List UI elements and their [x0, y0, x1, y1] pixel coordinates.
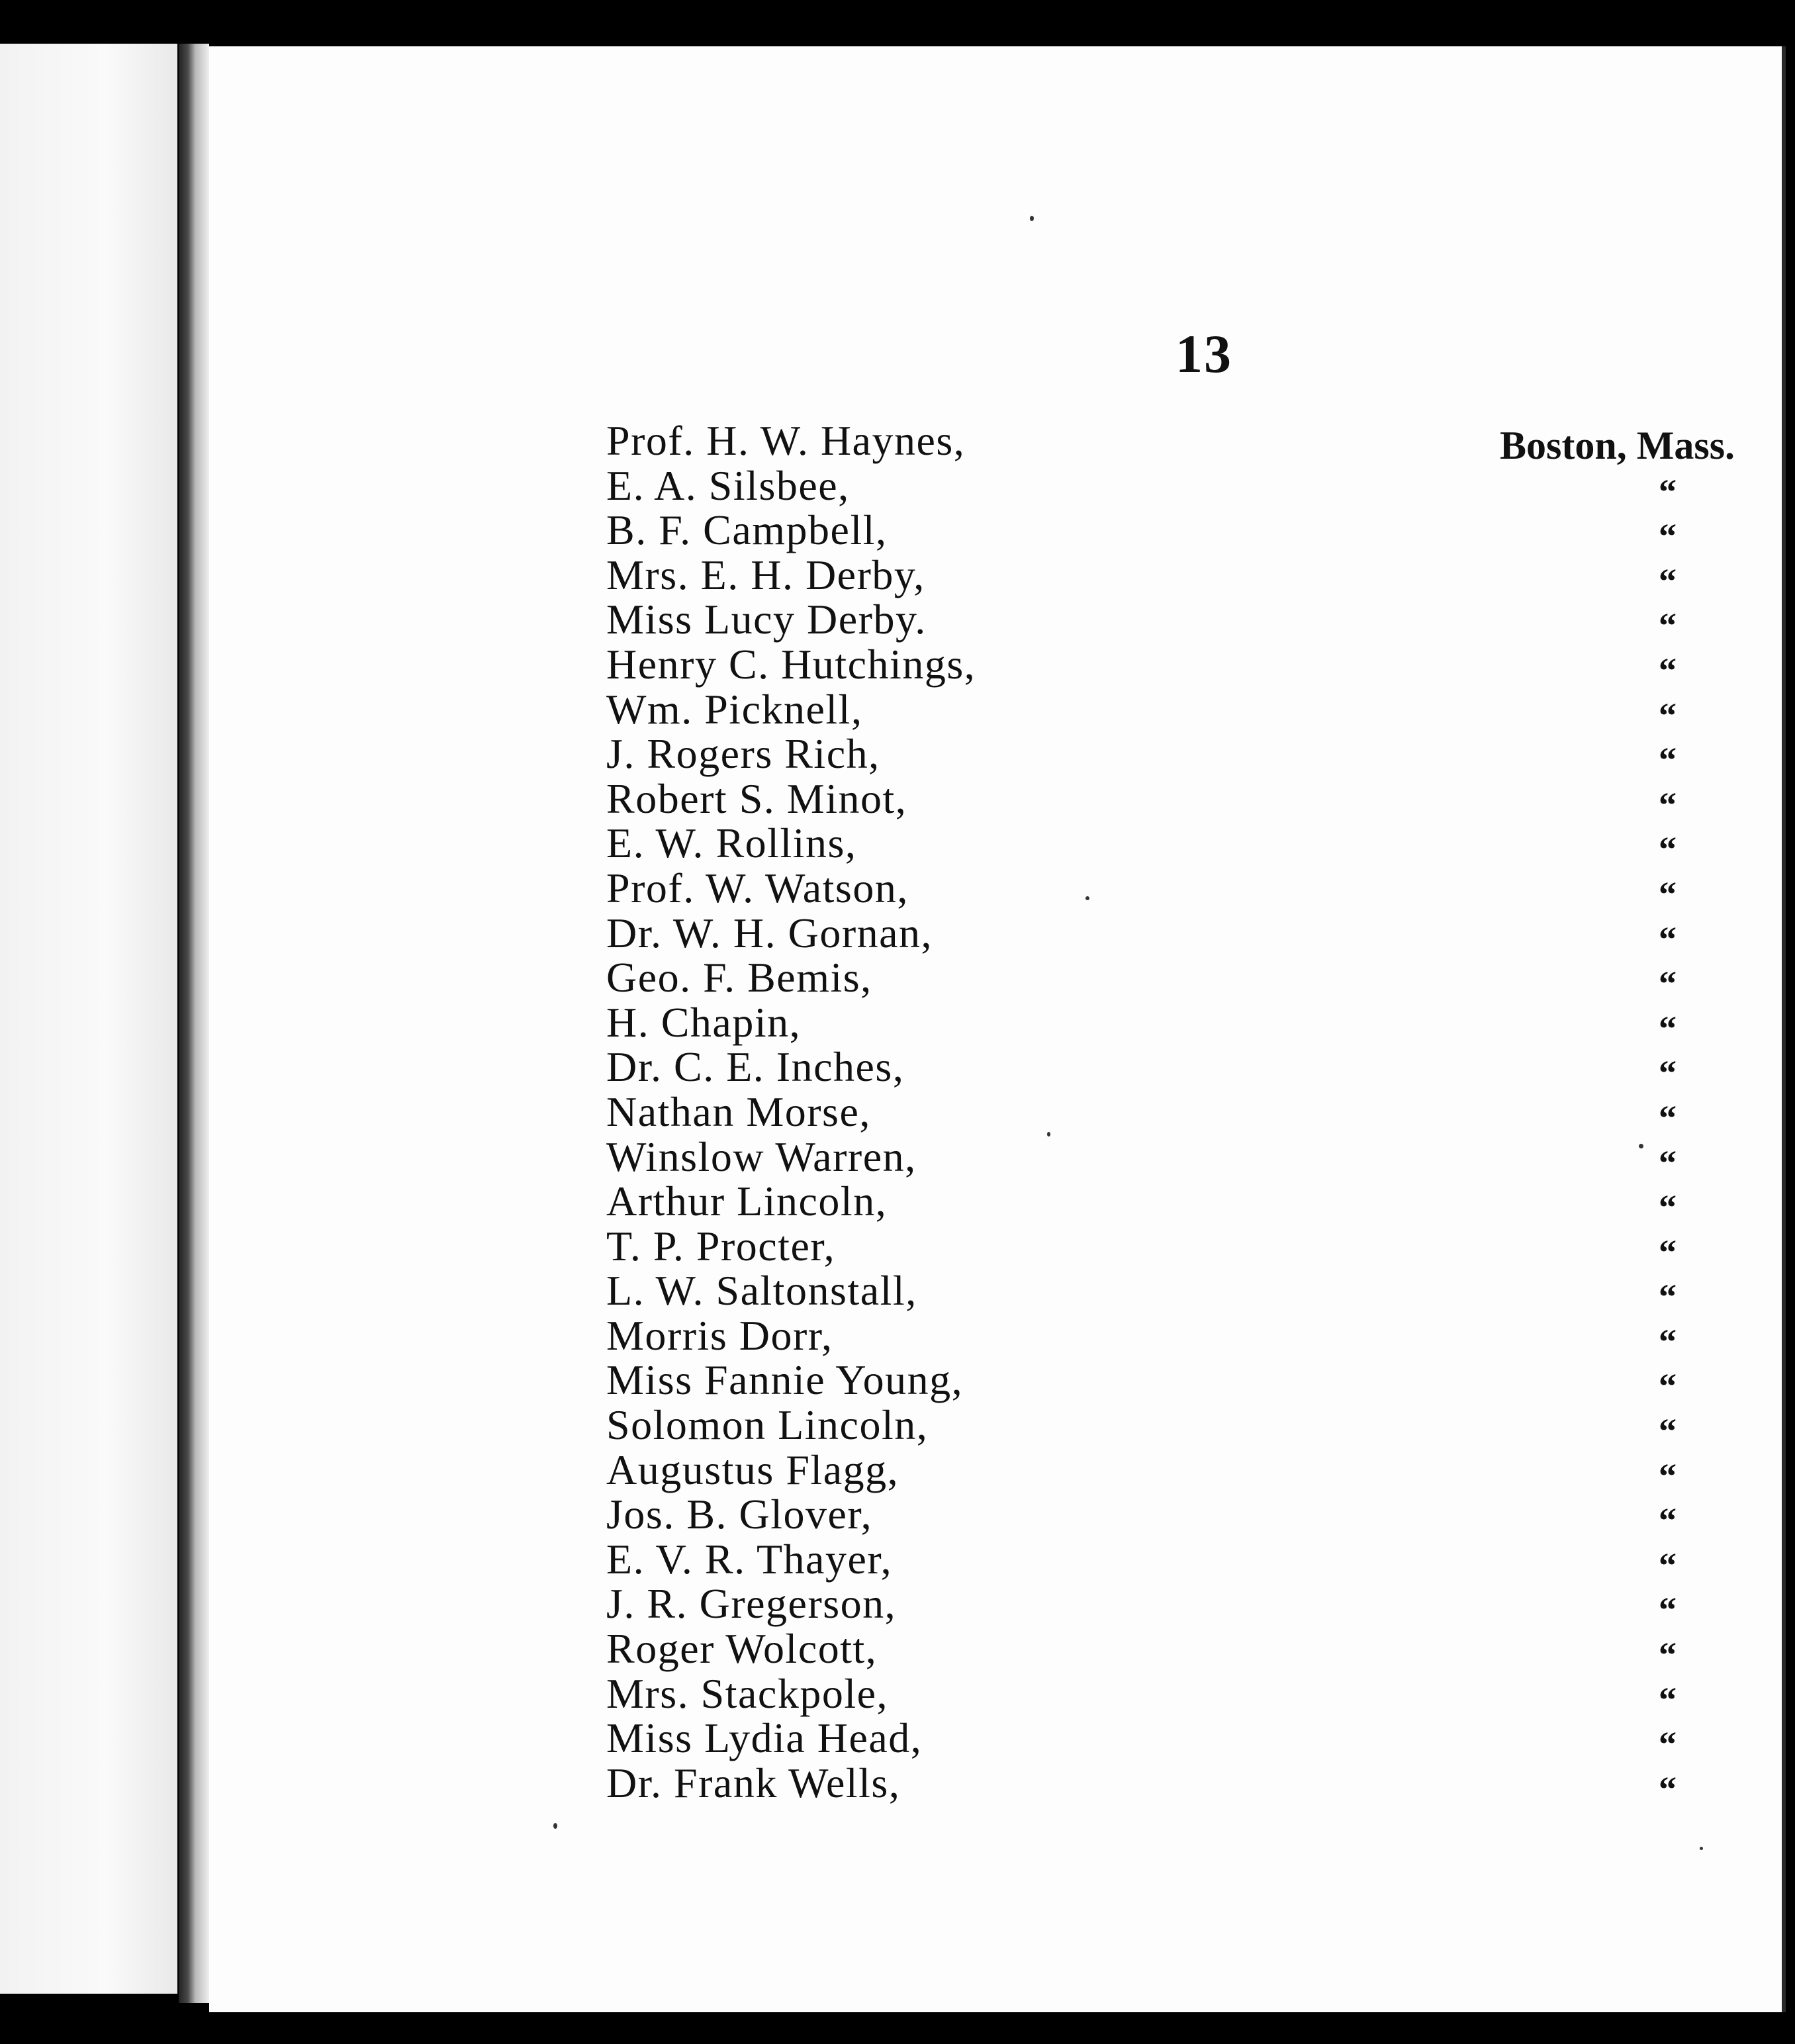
subscriber-name: Arthur Lincoln,: [606, 1178, 888, 1225]
list-row: [606, 1356, 1795, 1407]
subscriber-name: Jos. B. Glover,: [606, 1491, 873, 1538]
list-row: [606, 506, 1795, 557]
subscriber-name: Robert S. Minot,: [606, 774, 907, 822]
list-row: [606, 1222, 1795, 1272]
subscriber-name: Dr. C. E. Inches,: [606, 1043, 905, 1091]
list-row: [606, 417, 1795, 467]
subscriber-list: [606, 417, 1795, 1809]
ditto-mark: “: [1659, 874, 1677, 914]
list-row: [606, 1178, 1795, 1228]
list-row: [606, 551, 1795, 601]
subscriber-location: Boston, Mass.: [1500, 424, 1735, 467]
list-row: [606, 1535, 1795, 1585]
list-row: [606, 998, 1795, 1048]
list-row: [606, 1311, 1795, 1362]
book-gutter: [179, 44, 209, 2003]
subscriber-name: J. Rogers Rich,: [606, 730, 880, 778]
ditto-mark: “: [1659, 606, 1677, 646]
list-row: [606, 640, 1795, 690]
subscriber-name: L. W. Saltonstall,: [606, 1267, 917, 1315]
subscriber-name: T. P. Procter,: [606, 1222, 836, 1270]
subscriber-name: Geo. F. Bemis,: [606, 954, 872, 1001]
ditto-mark: “: [1659, 1232, 1677, 1272]
list-row: [606, 954, 1795, 1004]
ditto-mark: “: [1659, 1097, 1677, 1138]
subscriber-name: Dr. Frank Wells,: [606, 1759, 901, 1806]
subscriber-name: Solomon Lincoln,: [606, 1401, 929, 1449]
facing-page-edge: [0, 44, 177, 1994]
ditto-mark: “: [1659, 964, 1677, 1004]
subscriber-name: B. F. Campbell,: [606, 506, 888, 554]
subscriber-name: E. W. Rollins,: [606, 819, 857, 867]
ditto-mark: “: [1659, 1008, 1677, 1048]
ditto-mark: “: [1659, 1187, 1677, 1228]
paper-speck: [1700, 1847, 1703, 1850]
ditto-mark: “: [1659, 1321, 1677, 1362]
subscriber-name: Roger Wolcott,: [606, 1625, 878, 1673]
list-row: [606, 685, 1795, 735]
ditto-mark: “: [1659, 1277, 1677, 1317]
list-row: [606, 1446, 1795, 1496]
subscriber-name: Wm. Picknell,: [606, 685, 863, 733]
list-row: [606, 1088, 1795, 1138]
subscriber-name: Henry C. Hutchings,: [606, 640, 976, 688]
ditto-mark: “: [1659, 1142, 1677, 1183]
ditto-mark: “: [1659, 561, 1677, 601]
subscriber-name: Miss Fannie Young,: [606, 1356, 964, 1404]
ditto-mark: “: [1659, 1769, 1677, 1809]
list-row: [606, 730, 1795, 780]
ditto-mark: “: [1659, 1635, 1677, 1675]
list-row: [606, 1669, 1795, 1720]
subscriber-name: Prof. W. Watson,: [606, 864, 909, 911]
list-row: [606, 1267, 1795, 1317]
list-row: [606, 596, 1795, 646]
ditto-mark: “: [1659, 1456, 1677, 1496]
ditto-mark: “: [1659, 919, 1677, 959]
list-row: [606, 1714, 1795, 1765]
subscriber-name: Mrs. Stackpole,: [606, 1669, 888, 1717]
subscriber-name: Miss Lydia Head,: [606, 1714, 923, 1762]
paper-speck: [553, 1823, 557, 1829]
paper-speck: [1047, 1132, 1050, 1137]
ditto-mark: “: [1659, 695, 1677, 735]
list-row: [606, 819, 1795, 870]
subscriber-name: Mrs. E. H. Derby,: [606, 551, 925, 598]
ditto-mark: “: [1659, 650, 1677, 690]
paper-speck: [1639, 1144, 1643, 1148]
list-row: [606, 774, 1795, 825]
ditto-mark: “: [1659, 1545, 1677, 1585]
ditto-mark: “: [1659, 829, 1677, 870]
paper-speck: [1085, 896, 1089, 900]
list-row: [606, 1133, 1795, 1183]
subscriber-name: Nathan Morse,: [606, 1088, 871, 1135]
list-row: [606, 909, 1795, 959]
list-row: [606, 1491, 1795, 1541]
subscriber-name: E. A. Silsbee,: [606, 461, 850, 509]
ditto-mark: “: [1659, 1053, 1677, 1093]
list-row: [606, 1401, 1795, 1452]
ditto-mark: “: [1659, 1724, 1677, 1765]
subscriber-name: Dr. W. H. Gornan,: [606, 909, 933, 956]
list-row: [606, 1625, 1795, 1675]
subscriber-name: H. Chapin,: [606, 998, 802, 1046]
ditto-mark: “: [1659, 784, 1677, 825]
list-row: [606, 1580, 1795, 1630]
ditto-mark: “: [1659, 1679, 1677, 1720]
ditto-mark: “: [1659, 1501, 1677, 1541]
list-row: [606, 461, 1795, 512]
ditto-mark: “: [1659, 471, 1677, 512]
ditto-mark: “: [1659, 1411, 1677, 1452]
subscriber-name: Winslow Warren,: [606, 1133, 917, 1180]
subscriber-name: Prof. H. W. Haynes,: [606, 417, 966, 464]
subscriber-name: J. R. Gregerson,: [606, 1580, 897, 1628]
ditto-mark: “: [1659, 1366, 1677, 1407]
list-row: [606, 864, 1795, 914]
list-row: [606, 1759, 1795, 1809]
list-row: [606, 1043, 1795, 1093]
subscriber-name: E. V. R. Thayer,: [606, 1535, 893, 1583]
subscriber-name: Miss Lucy Derby.: [606, 596, 927, 643]
ditto-mark: “: [1659, 516, 1677, 557]
document-page: [209, 46, 1786, 2012]
subscriber-name: Augustus Flagg,: [606, 1446, 899, 1493]
paper-speck: [1030, 216, 1034, 221]
subscriber-name: Morris Dorr,: [606, 1311, 833, 1359]
ditto-mark: “: [1659, 740, 1677, 780]
ditto-mark: “: [1659, 1590, 1677, 1630]
page-number: 13: [1175, 324, 1232, 384]
